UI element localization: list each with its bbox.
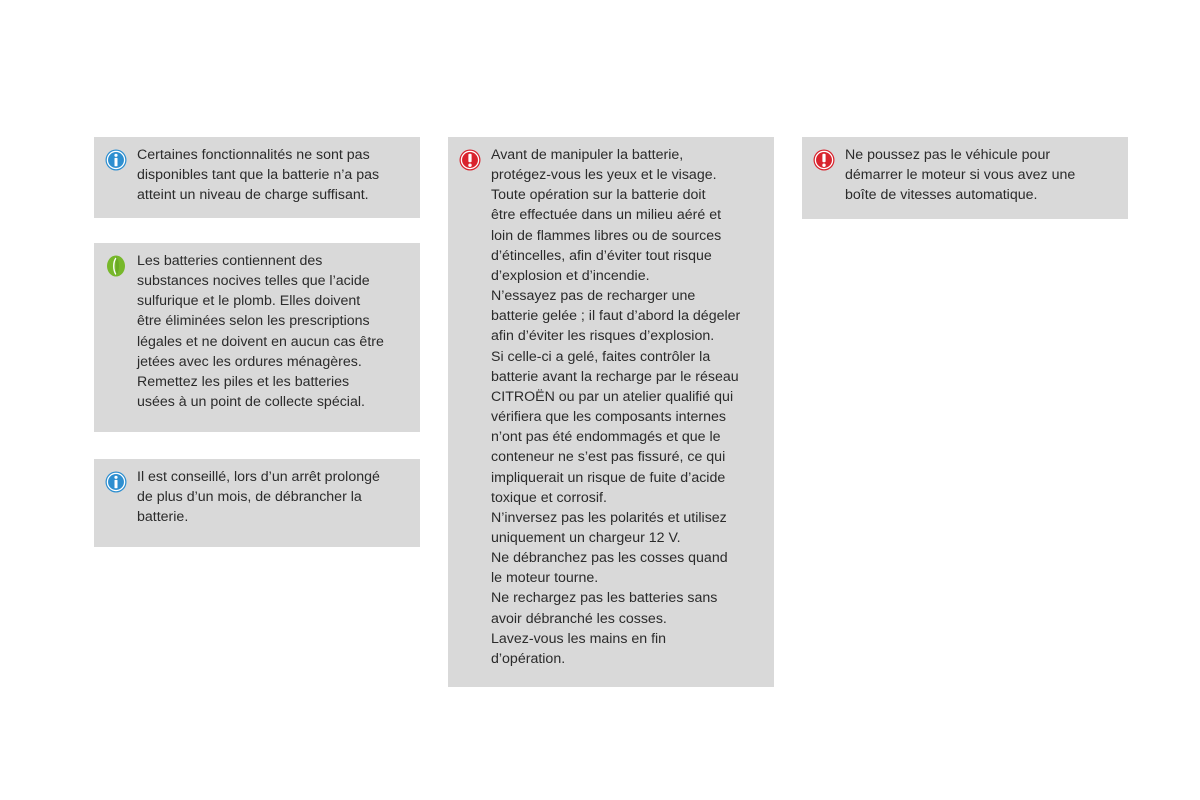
warning-icon [813, 149, 835, 171]
warning-note-battery-handling [448, 137, 774, 687]
note-text: Les batteries contiennent des substances nocives telles que l’acide sulfurique et le plomb. Elles doivent être éliminées selon les prescriptions légales et ne doivent en aucun cas être jetées avec les ordures ménagères. Remettez les piles et les batteries usées à un point de collecte spécial. [137, 253, 384, 411]
note-text: Avant de manipuler la batterie, protégez-vous les yeux et le visage. Toute opération sur la batterie doit être effectuée dans un milieu aéré et loin de flammes libres ou de sources d’étincelles, afin d’éviter tout risque d’explosion et d’incendie. N’essayez pas de recharger une batterie gelée ; il faut d’abord la dégeler afin d’éviter les risques d’explosion. Si celle-ci a gelé, faites contrôler la batterie avant la recharge par le réseau CITROËN ou par un atelier qualifié qui vérifiera que les composants internes n’ont pas été endommagés et que le conteneur ne s’est pas fissuré, ce qui impliquerait un risque de fuite d’acide toxique et corrosif. N’inversez pas les polarités et utilisez uniquement un chargeur 12 V. Ne débranchez pas les cosses quand le moteur tourne. Ne rechargez pas les batteries sans avoir débranché les cosses. Lavez-vous les mains en fin d’opération. [491, 147, 741, 667]
info-icon [105, 471, 127, 493]
info-icon [105, 149, 127, 171]
environment-note-battery-disposal [94, 243, 420, 432]
note-text: Certaines fonctionnalités ne sont pas disponibles tant que la batterie n’a pas atteint un niveau de charge suffisant. [137, 147, 380, 204]
note-text: Ne poussez pas le véhicule pour démarrer le moteur si vous avez une boîte de vitesses automatique. [845, 147, 1076, 204]
warning-icon [459, 149, 481, 171]
info-note-charge-level [94, 137, 420, 218]
info-note-disconnect-battery [94, 459, 420, 547]
note-text: Il est conseillé, lors d’un arrêt prolongé de plus d’un mois, de débrancher la batterie. [137, 469, 380, 526]
warning-note-push-start [802, 137, 1128, 219]
environment-leaf-icon [105, 255, 127, 277]
